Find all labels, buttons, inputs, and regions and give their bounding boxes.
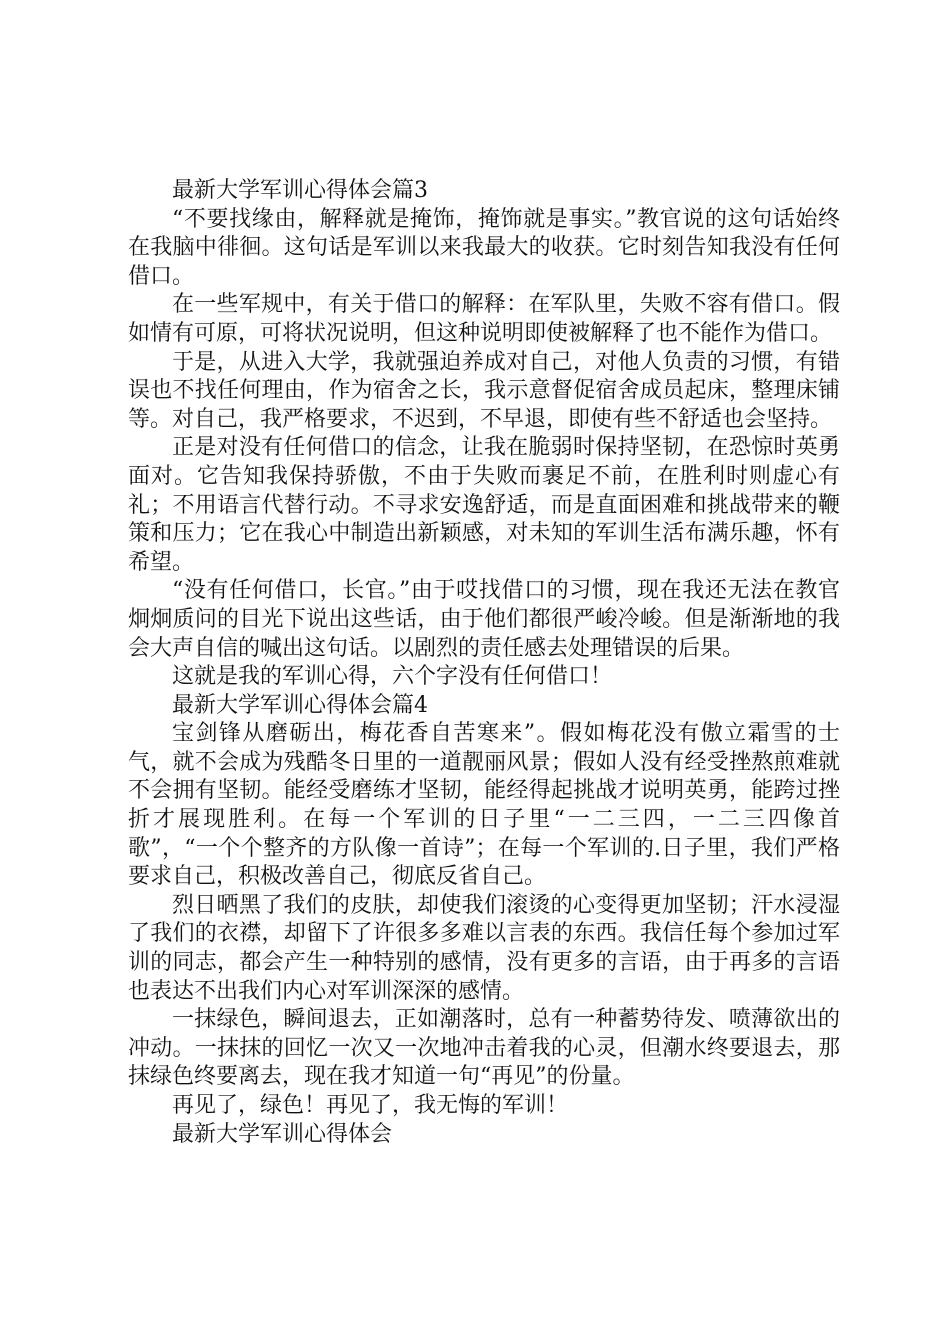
paragraph: “没有任何借口，长官。”由于哎找借口的习惯，现在我还无法在教官炯炯质问的目光下说出这些话，由于他们都很严峻冷峻。但是渐渐地的我会大声自信的喊出这句话。以剧烈的责任感去处理错误的后果。 bbox=[128, 578, 840, 661]
paragraph: 正是对没有任何借口的信念，让我在脆弱时保持坚韧，在恐惊时英勇面对。它告知我保持骄傲，不由于失败而裹足不前，在胜利时则虚心有礼；不用语言代替行动。不寻求安逸舒适，而是直面困难和挑战带来的鞭策和压力；它在我心中制造出新颖感，对未知的军训生活布满乐趣，怀有希望。 bbox=[128, 435, 840, 575]
paragraph: 在一些军规中，有关于借口的解释：在军队里，失败不容有借口。假如情有可原，可将状况说明，但这种说明即使被解释了也不能作为借口。 bbox=[128, 292, 840, 346]
paragraph: “不要找缘由，解释就是掩饰，掩饰就是事实。”教官说的这句话始终在我脑中徘徊。这句话是军训以来我最大的收获。它时刻告知我没有任何借口。 bbox=[128, 206, 840, 289]
document-body bbox=[128, 177, 840, 1149]
paragraph: 一抹绿色，瞬间退去，正如潮落时，总有一种蓄势待发、喷薄欲出的冲动。一抹抹的回忆一次又一次地冲击着我的心灵，但潮水终要退去，那抹绿色终要离去，现在我才知道一句“再见”的份量。 bbox=[128, 1007, 840, 1090]
paragraph: 烈日晒黑了我们的皮肤，却使我们滚烫的心变得更加坚韧；汗水浸湿了我们的衣襟，却留下了许很多多难以言表的东西。我信任每个参加过军训的同志，都会产生一种特别的感情，没有更多的言语，由于再多的言语也表达不出我们内心对军训深深的感情。 bbox=[128, 892, 840, 1004]
heading-part-3: 最新大学军训心得体会篇3 bbox=[172, 178, 428, 203]
paragraph: 宝剑锋从磨砺出，梅花香自苦寒来”。假如梅花没有傲立霜雪的士气，就不会成为残酷冬日里的一道靓丽风景；假如人没有经受挫熬煎难就不会拥有坚韧。能经受磨练才坚韧，能经得起挑战才说明英勇，能跨过挫折才展现胜利。在每一个军训的日子里“一二三四，一二三四像首歌”，“一个个整齐的方队像一首诗”；在每一个军训的.日子里，我们严格要求自己，积极改善自己，彻底反省自己。 bbox=[128, 721, 840, 890]
trailing-heading: 最新大学军训心得体会 bbox=[172, 1121, 393, 1147]
paragraph: 于是，从进入大学，我就强迫养成对自己，对他人负责的习惯，有错误也不找任何理由，作为宿舍之长，我示意督促宿舍成员起床，整理床铺等。对自己，我严格要求，不迟到，不早退，即使有些不舒适也会坚持。 bbox=[128, 349, 840, 432]
paragraph: 再见了，绿色！再见了，我无悔的军训！ bbox=[172, 1093, 569, 1118]
heading-part-4: 最新大学军训心得体会篇4 bbox=[172, 692, 428, 718]
paragraph: 这就是我的军训心得，六个字没有任何借口！ bbox=[172, 664, 613, 690]
